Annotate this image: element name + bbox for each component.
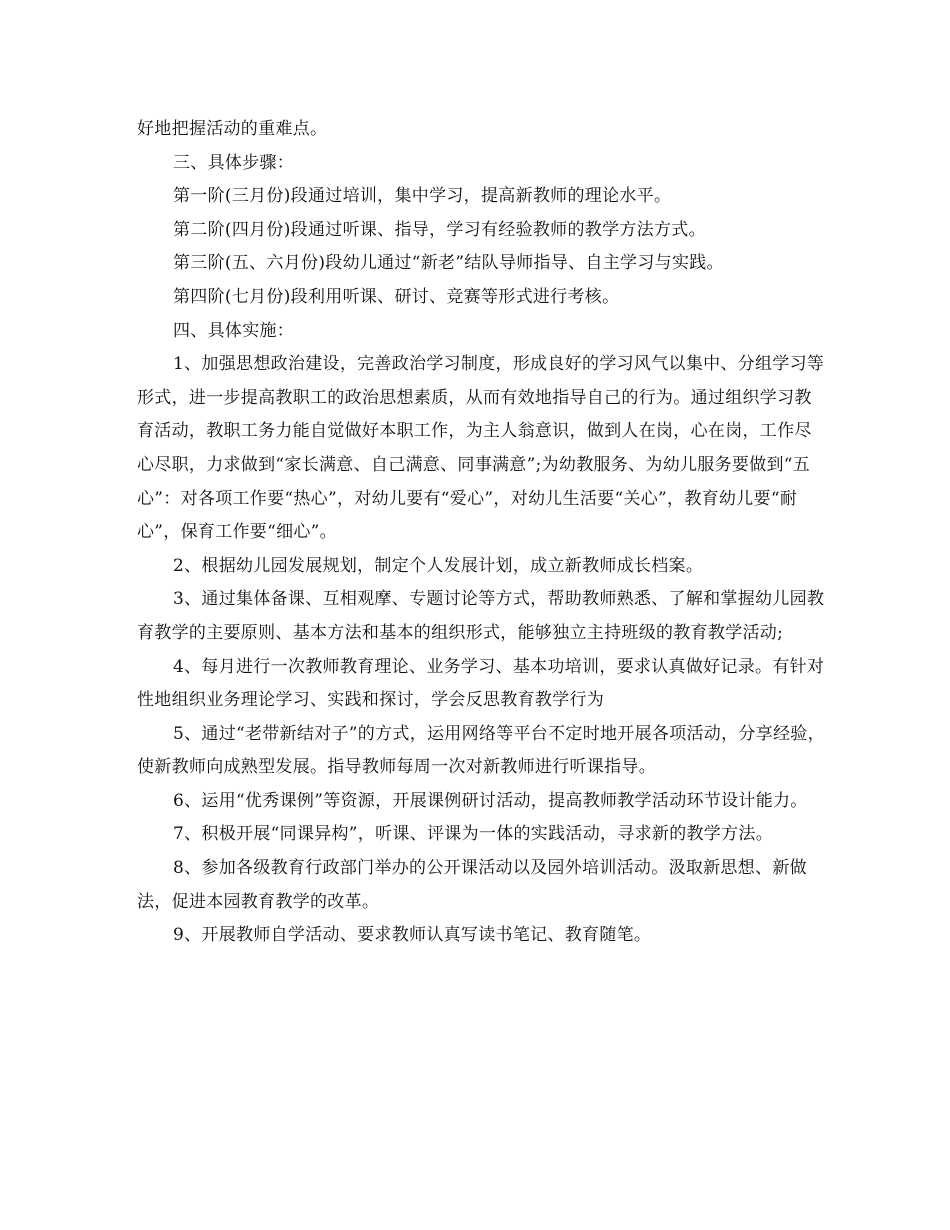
step-3: 第三阶(五、六月份)段幼儿通过“新老”结队导师指导、自主学习与实践。 [173, 253, 724, 274]
document-body [137, 113, 827, 953]
implementation-item-8: 8、参加各级教育行政部门举办的公开课活动以及园外培训活动。汲取新思想、新做法，促进本园教育教学的改革。 [137, 858, 807, 912]
implementation-item-3: 3、通过集体备课、互相观摩、专题讨论等方式，帮助教师熟悉、了解和掌握幼儿园教育教学的主要原则、基本方法和基本的组织形式，能够独立主持班级的教育教学活动; [137, 589, 825, 643]
step-2: 第二阶(四月份)段通过听课、指导，学习有经验教师的教学方法方式。 [173, 219, 706, 240]
step-4: 第四阶(七月份)段利用听课、研讨、竞赛等形式进行考核。 [173, 286, 620, 307]
implementation-item-9: 9、开展教师自学活动、要求教师认真写读书笔记、教育随笔。 [173, 925, 652, 946]
implementation-item-7: 7、积极开展“同课异构”，听课、评课为一体的实践活动，寻求新的教学方法。 [173, 824, 773, 845]
paragraph-continuation: 好地把握活动的重难点。 [137, 119, 328, 139]
implementation-item-2: 2、根据幼儿园发展规划，制定个人发展计划，成立新教师成长档案。 [173, 555, 704, 576]
implementation-item-6: 6、运用“优秀课例”等资源，开展课例研讨活动，提高教师教学活动环节设计能力。 [173, 790, 808, 811]
implementation-item-5: 5、通过“老带新结对子”的方式，运用网络等平台不定时地开展各项活动，分享经验，使新教师向成熟型发展。指导教师每周一次对新教师进行听课指导。 [137, 723, 825, 778]
step-1: 第一阶(三月份)段通过培训，集中学习，提高新教师的理论水平。 [173, 186, 672, 207]
section-heading-steps: 三、具体步骤： [173, 152, 295, 173]
section-heading-implementation: 四、具体实施： [173, 320, 295, 341]
implementation-item-4: 4、每月进行一次教师教育理论、业务学习、基本功培训，要求认真做好记录。有针对性地组织业务理论学习、实践和探讨，学会反思教育教学行为 [137, 656, 825, 711]
implementation-item-1: 1、加强思想政治建设，完善政治学习制度，形成良好的学习风气以集中、分组学习等形式，进一步提高教职工的政治思想素质，从而有效地指导自己的行为。通过组织学习教育活动，教职工务力能自觉做好本职工作，为主人翁意识，做到人在岗，心在岗，工作尽心尽职，力求做到“家长满意、自己满意、同事满意”;为幼教服务、为幼儿服务要做到“五心”：对各项工作要“热心”，对幼儿要有“爱心”，对幼儿生活要“关心”，教育幼儿要“耐心”，保育工作要“细心”。 [137, 354, 825, 543]
